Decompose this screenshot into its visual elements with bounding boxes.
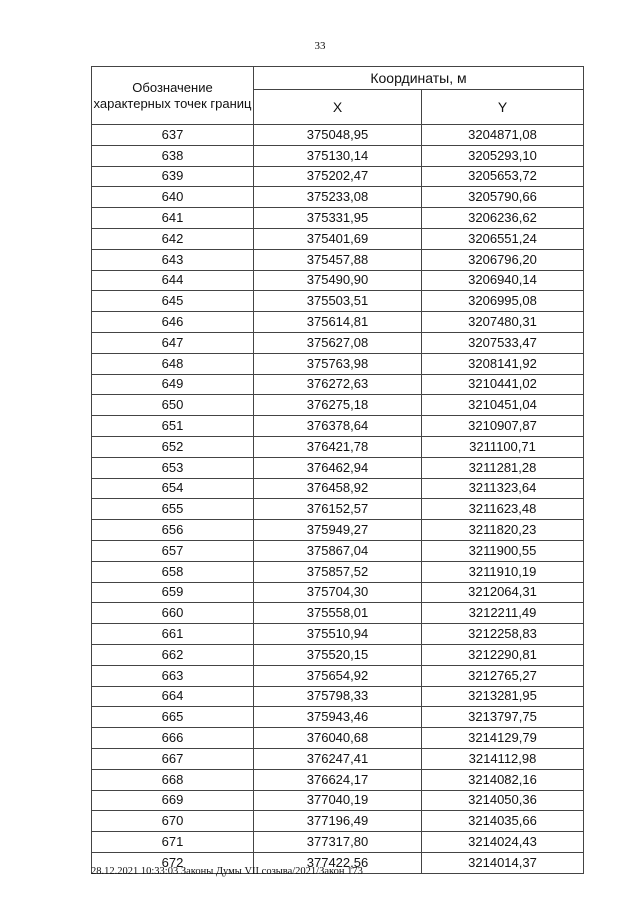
table-row <box>92 291 584 312</box>
table-row <box>92 499 584 520</box>
table-row <box>92 832 584 853</box>
table-row <box>92 249 584 270</box>
y-coordinate-cell: 3208141,92 <box>422 353 584 374</box>
x-coordinate-cell: 375130,14 <box>254 145 422 166</box>
point-number-cell: 663 <box>92 665 254 686</box>
point-number-cell: 639 <box>92 166 254 187</box>
table-row <box>92 644 584 665</box>
table-row <box>92 374 584 395</box>
x-coordinate-cell: 375503,51 <box>254 291 422 312</box>
y-coordinate-cell: 3213281,95 <box>422 686 584 707</box>
point-number-cell: 666 <box>92 728 254 749</box>
point-number-cell: 659 <box>92 582 254 603</box>
point-number-cell: 670 <box>92 811 254 832</box>
point-number-cell: 671 <box>92 832 254 853</box>
x-coordinate-cell: 377317,80 <box>254 832 422 853</box>
y-coordinate-cell: 3206940,14 <box>422 270 584 291</box>
page-number: 33 <box>314 40 326 52</box>
table-row <box>92 603 584 624</box>
x-coordinate-cell: 376275,18 <box>254 395 422 416</box>
x-coordinate-cell: 375943,46 <box>254 707 422 728</box>
x-coordinate-cell: 376421,78 <box>254 436 422 457</box>
y-coordinate-cell: 3206796,20 <box>422 249 584 270</box>
y-coordinate-cell: 3211900,55 <box>422 540 584 561</box>
x-coordinate-cell: 375520,15 <box>254 644 422 665</box>
y-coordinate-cell: 3212211,49 <box>422 603 584 624</box>
y-coordinate-cell: 3214050,36 <box>422 790 584 811</box>
table-row <box>92 561 584 582</box>
y-coordinate-cell: 3206995,08 <box>422 291 584 312</box>
point-number-cell: 651 <box>92 416 254 437</box>
table-row <box>92 416 584 437</box>
y-coordinate-cell: 3213797,75 <box>422 707 584 728</box>
x-coordinate-cell: 376247,41 <box>254 748 422 769</box>
x-coordinate-cell: 375949,27 <box>254 520 422 541</box>
footer-stamp: 28.12.2021 10:33:03 Законы Думы VII созыва/2021/Закон 173 <box>91 866 363 877</box>
y-coordinate-cell: 3211820,23 <box>422 520 584 541</box>
point-number-cell: 672 <box>92 852 254 873</box>
y-coordinate-cell: 3211281,28 <box>422 457 584 478</box>
point-number-cell: 643 <box>92 249 254 270</box>
point-number-cell: 665 <box>92 707 254 728</box>
point-number-cell: 642 <box>92 228 254 249</box>
x-coordinate-cell: 375202,47 <box>254 166 422 187</box>
x-coordinate-cell: 377422,56 <box>254 852 422 873</box>
point-number-cell: 649 <box>92 374 254 395</box>
coordinates-table <box>91 66 584 874</box>
header-x: X <box>254 90 422 125</box>
x-coordinate-cell: 375798,33 <box>254 686 422 707</box>
point-number-cell: 658 <box>92 561 254 582</box>
table-row <box>92 624 584 645</box>
table-row <box>92 540 584 561</box>
table-row <box>92 769 584 790</box>
y-coordinate-cell: 3212290,81 <box>422 644 584 665</box>
y-coordinate-cell: 3207533,47 <box>422 332 584 353</box>
table-row <box>92 790 584 811</box>
table-row <box>92 686 584 707</box>
x-coordinate-cell: 375490,90 <box>254 270 422 291</box>
point-number-cell: 641 <box>92 208 254 229</box>
y-coordinate-cell: 3205293,10 <box>422 145 584 166</box>
y-coordinate-cell: 3206551,24 <box>422 228 584 249</box>
table-row <box>92 187 584 208</box>
table-row <box>92 145 584 166</box>
table-row <box>92 270 584 291</box>
x-coordinate-cell: 375331,95 <box>254 208 422 229</box>
y-coordinate-cell: 3205790,66 <box>422 187 584 208</box>
table-row <box>92 395 584 416</box>
point-number-cell: 664 <box>92 686 254 707</box>
x-coordinate-cell: 375457,88 <box>254 249 422 270</box>
table-row <box>92 436 584 457</box>
x-coordinate-cell: 376272,63 <box>254 374 422 395</box>
x-coordinate-cell: 376040,68 <box>254 728 422 749</box>
x-coordinate-cell: 377196,49 <box>254 811 422 832</box>
y-coordinate-cell: 3214014,37 <box>422 852 584 873</box>
x-coordinate-cell: 376624,17 <box>254 769 422 790</box>
y-coordinate-cell: 3205653,72 <box>422 166 584 187</box>
y-coordinate-cell: 3211623,48 <box>422 499 584 520</box>
point-number-cell: 646 <box>92 312 254 333</box>
x-coordinate-cell: 377040,19 <box>254 790 422 811</box>
point-number-cell: 648 <box>92 353 254 374</box>
table-body <box>92 125 584 874</box>
point-number-cell: 654 <box>92 478 254 499</box>
y-coordinate-cell: 3210451,04 <box>422 395 584 416</box>
x-coordinate-cell: 375704,30 <box>254 582 422 603</box>
y-coordinate-cell: 3204871,08 <box>422 125 584 146</box>
x-coordinate-cell: 375654,92 <box>254 665 422 686</box>
point-number-cell: 640 <box>92 187 254 208</box>
point-number-cell: 655 <box>92 499 254 520</box>
point-number-cell: 647 <box>92 332 254 353</box>
x-coordinate-cell: 375048,95 <box>254 125 422 146</box>
table-row <box>92 707 584 728</box>
y-coordinate-cell: 3207480,31 <box>422 312 584 333</box>
point-number-cell: 662 <box>92 644 254 665</box>
x-coordinate-cell: 375614,81 <box>254 312 422 333</box>
table-row <box>92 582 584 603</box>
y-coordinate-cell: 3210907,87 <box>422 416 584 437</box>
x-coordinate-cell: 375510,94 <box>254 624 422 645</box>
point-number-cell: 660 <box>92 603 254 624</box>
point-number-cell: 650 <box>92 395 254 416</box>
x-coordinate-cell: 376462,94 <box>254 457 422 478</box>
table-row <box>92 520 584 541</box>
table-row <box>92 457 584 478</box>
point-number-cell: 652 <box>92 436 254 457</box>
table-row <box>92 312 584 333</box>
point-number-cell: 638 <box>92 145 254 166</box>
header-coordinates: Координаты, м <box>254 67 584 90</box>
table-row <box>92 811 584 832</box>
y-coordinate-cell: 3210441,02 <box>422 374 584 395</box>
point-number-cell: 644 <box>92 270 254 291</box>
point-number-cell: 668 <box>92 769 254 790</box>
x-coordinate-cell: 375558,01 <box>254 603 422 624</box>
y-coordinate-cell: 3212064,31 <box>422 582 584 603</box>
y-coordinate-cell: 3211100,71 <box>422 436 584 457</box>
table-row <box>92 478 584 499</box>
table-row <box>92 353 584 374</box>
x-coordinate-cell: 375867,04 <box>254 540 422 561</box>
x-coordinate-cell: 375763,98 <box>254 353 422 374</box>
y-coordinate-cell: 3214129,79 <box>422 728 584 749</box>
x-coordinate-cell: 376152,57 <box>254 499 422 520</box>
point-number-cell: 661 <box>92 624 254 645</box>
table-row <box>92 728 584 749</box>
table-row <box>92 748 584 769</box>
point-number-cell: 653 <box>92 457 254 478</box>
header-y: Y <box>422 90 584 125</box>
point-number-cell: 645 <box>92 291 254 312</box>
header-point-designation: Обозначение характерных точек границ <box>92 67 254 125</box>
point-number-cell: 656 <box>92 520 254 541</box>
x-coordinate-cell: 376458,92 <box>254 478 422 499</box>
point-number-cell: 669 <box>92 790 254 811</box>
table-row <box>92 166 584 187</box>
y-coordinate-cell: 3214035,66 <box>422 811 584 832</box>
x-coordinate-cell: 375401,69 <box>254 228 422 249</box>
y-coordinate-cell: 3206236,62 <box>422 208 584 229</box>
y-coordinate-cell: 3212765,27 <box>422 665 584 686</box>
y-coordinate-cell: 3214024,43 <box>422 832 584 853</box>
x-coordinate-cell: 375857,52 <box>254 561 422 582</box>
table-row <box>92 665 584 686</box>
y-coordinate-cell: 3214082,16 <box>422 769 584 790</box>
x-coordinate-cell: 375627,08 <box>254 332 422 353</box>
table-row <box>92 125 584 146</box>
point-number-cell: 667 <box>92 748 254 769</box>
point-number-cell: 637 <box>92 125 254 146</box>
table-row <box>92 228 584 249</box>
table-row <box>92 208 584 229</box>
table-row <box>92 332 584 353</box>
y-coordinate-cell: 3211323,64 <box>422 478 584 499</box>
y-coordinate-cell: 3214112,98 <box>422 748 584 769</box>
point-number-cell: 657 <box>92 540 254 561</box>
x-coordinate-cell: 375233,08 <box>254 187 422 208</box>
y-coordinate-cell: 3211910,19 <box>422 561 584 582</box>
y-coordinate-cell: 3212258,83 <box>422 624 584 645</box>
x-coordinate-cell: 376378,64 <box>254 416 422 437</box>
